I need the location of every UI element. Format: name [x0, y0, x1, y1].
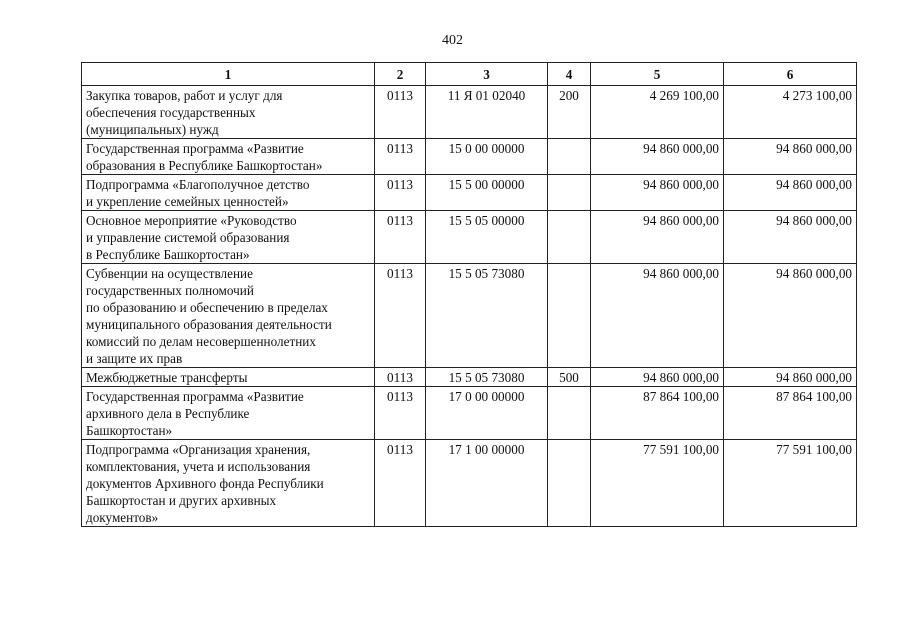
- item-name-line: по образованию и обеспечению в пределах: [86, 300, 328, 315]
- target-code-cell: 15 5 00 00000: [426, 175, 548, 211]
- item-name-line: Основное мероприятие «Руководство: [86, 213, 297, 228]
- item-name-cell: [82, 440, 375, 527]
- target-code-cell: 15 5 05 73080: [426, 368, 548, 387]
- section-code-cell: 0113: [375, 175, 426, 211]
- item-name-line: Подпрограмма «Организация хранения,: [86, 442, 311, 457]
- amount-col5-cell: 77 591 100,00: [591, 440, 724, 527]
- item-name-line: и защите их прав: [86, 351, 183, 366]
- target-code-cell: 11 Я 01 02040: [426, 86, 548, 139]
- amount-col5-cell: 94 860 000,00: [591, 264, 724, 368]
- item-name-line: (муниципальных) нужд: [86, 122, 219, 137]
- item-name-line: комиссий по делам несовершеннолетних: [86, 334, 316, 349]
- amount-col6-cell: 4 273 100,00: [724, 86, 857, 139]
- item-name-line: Субвенции на осуществление: [86, 266, 253, 281]
- item-name-line: комплектования, учета и использования: [86, 459, 311, 474]
- expense-type-cell: [548, 264, 591, 368]
- table-row: [82, 264, 857, 368]
- expense-type-cell: [548, 440, 591, 527]
- amount-col6-cell: 94 860 000,00: [724, 211, 857, 264]
- item-name-line: Государственная программа «Развитие: [86, 141, 304, 156]
- item-name-cell: [82, 139, 375, 175]
- amount-col5-cell: 94 860 000,00: [591, 211, 724, 264]
- item-name-line: образования в Республике Башкортостан»: [86, 158, 323, 173]
- target-code-cell: 15 0 00 00000: [426, 139, 548, 175]
- table-row: [82, 175, 857, 211]
- item-name-line: и управление системой образования: [86, 230, 290, 245]
- item-name-line: обеспечения государственных: [86, 105, 256, 120]
- budget-table: [81, 62, 857, 527]
- target-code-cell: 17 1 00 00000: [426, 440, 548, 527]
- expense-type-cell: [548, 175, 591, 211]
- section-code-cell: 0113: [375, 440, 426, 527]
- item-name-cell: [82, 175, 375, 211]
- item-name-line: Межбюджетные трансферты: [86, 370, 248, 385]
- target-code-cell: 15 5 05 00000: [426, 211, 548, 264]
- amount-col6-cell: 87 864 100,00: [724, 387, 857, 440]
- amount-col5-cell: 94 860 000,00: [591, 139, 724, 175]
- amount-col6-cell: 94 860 000,00: [724, 139, 857, 175]
- column-header: 1: [82, 63, 375, 86]
- amount-col5-cell: 87 864 100,00: [591, 387, 724, 440]
- section-code-cell: 0113: [375, 139, 426, 175]
- target-code-cell: 15 5 05 73080: [426, 264, 548, 368]
- item-name-line: Башкортостан и других архивных: [86, 493, 277, 508]
- expense-type-cell: 200: [548, 86, 591, 139]
- item-name-cell: [82, 264, 375, 368]
- item-name-line: в Республике Башкортостан»: [86, 247, 250, 262]
- item-name-line: Государственная программа «Развитие: [86, 389, 304, 404]
- item-name-line: и укрепление семейных ценностей»: [86, 194, 289, 209]
- item-name-line: Башкортостан»: [86, 423, 173, 438]
- section-code-cell: 0113: [375, 387, 426, 440]
- column-header: 4: [548, 63, 591, 86]
- expense-type-cell: [548, 211, 591, 264]
- amount-col5-cell: 94 860 000,00: [591, 175, 724, 211]
- section-code-cell: 0113: [375, 368, 426, 387]
- column-header: 2: [375, 63, 426, 86]
- item-name-line: архивного дела в Республике: [86, 406, 250, 421]
- table-row: [82, 86, 857, 139]
- page-number: 402: [442, 33, 463, 48]
- section-code-cell: 0113: [375, 211, 426, 264]
- amount-col6-cell: 94 860 000,00: [724, 175, 857, 211]
- item-name-cell: [82, 211, 375, 264]
- column-header: 6: [724, 63, 857, 86]
- expense-type-cell: 500: [548, 368, 591, 387]
- item-name-line: муниципального образования деятельности: [86, 317, 332, 332]
- item-name-cell: [82, 387, 375, 440]
- table-row: [82, 211, 857, 264]
- item-name-line: документов Архивного фонда Республики: [86, 476, 324, 491]
- item-name-cell: [82, 86, 375, 139]
- item-name-line: документов»: [86, 510, 159, 525]
- section-code-cell: 0113: [375, 264, 426, 368]
- item-name-line: Подпрограмма «Благополучное детство: [86, 177, 310, 192]
- item-name-cell: [82, 368, 375, 387]
- item-name-line: государственных полномочий: [86, 283, 254, 298]
- amount-col5-cell: 4 269 100,00: [591, 86, 724, 139]
- section-code-cell: 0113: [375, 86, 426, 139]
- table-row: [82, 139, 857, 175]
- expense-type-cell: [548, 139, 591, 175]
- amount-col6-cell: 94 860 000,00: [724, 368, 857, 387]
- amount-col6-cell: 77 591 100,00: [724, 440, 857, 527]
- table-row: [82, 387, 857, 440]
- amount-col6-cell: 94 860 000,00: [724, 264, 857, 368]
- column-header: 5: [591, 63, 724, 86]
- amount-col5-cell: 94 860 000,00: [591, 368, 724, 387]
- table-row: [82, 440, 857, 527]
- item-name-line: Закупка товаров, работ и услуг для: [86, 88, 283, 103]
- table-row: [82, 368, 857, 387]
- header-row: [82, 63, 857, 86]
- column-header: 3: [426, 63, 548, 86]
- expense-type-cell: [548, 387, 591, 440]
- target-code-cell: 17 0 00 00000: [426, 387, 548, 440]
